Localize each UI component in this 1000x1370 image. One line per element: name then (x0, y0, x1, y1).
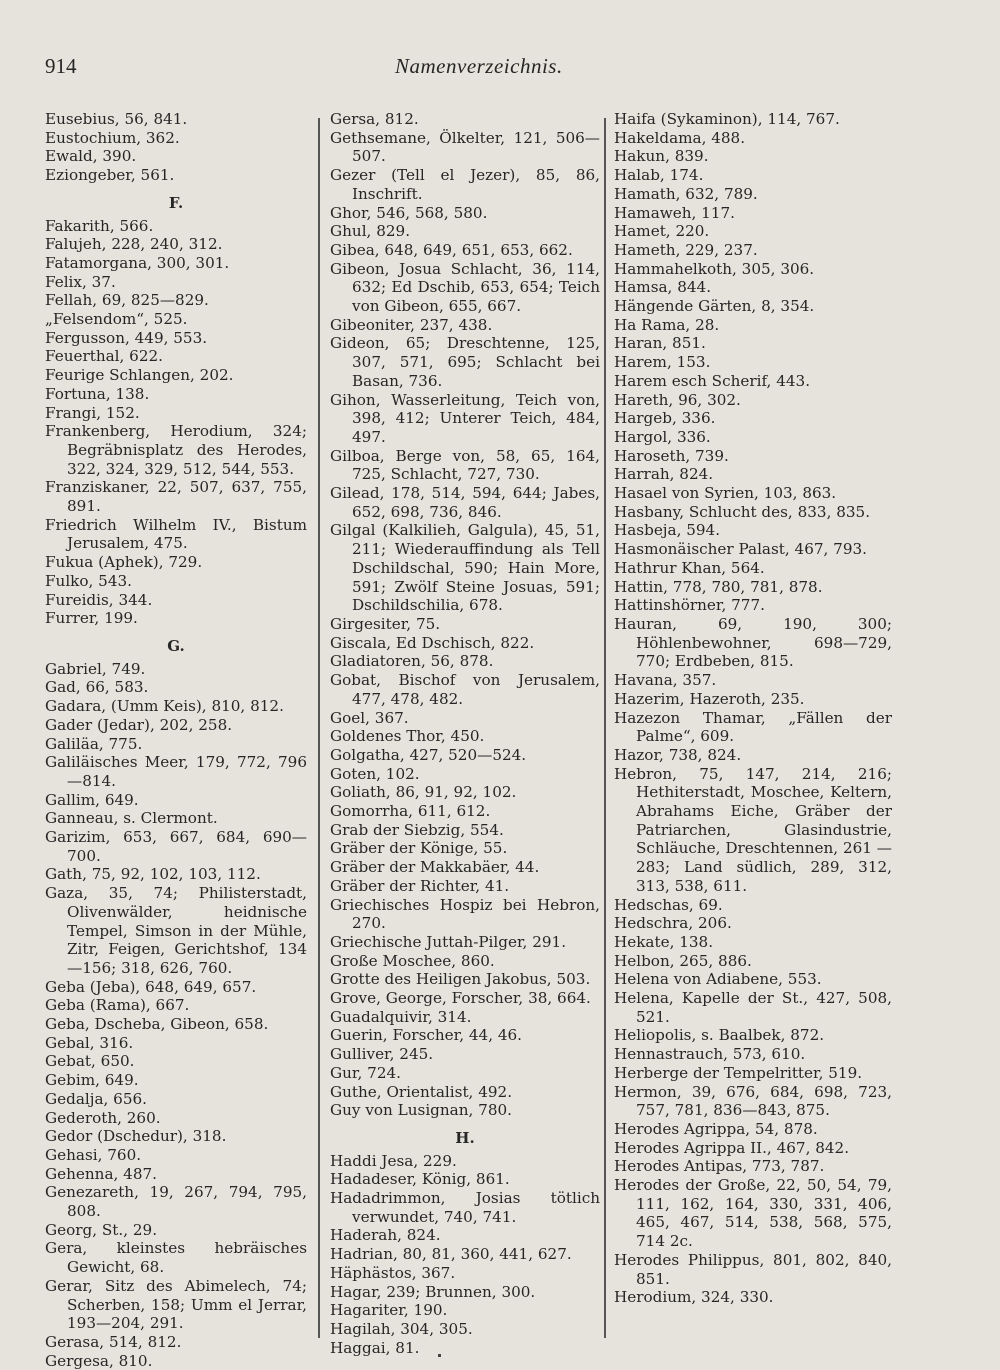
index-entry: Galiläisches Meer, 179, 772, 796 —814. (45, 753, 307, 790)
index-entry: Grove, George, Forscher, 38, 664. (330, 989, 591, 1008)
index-entry: Helena von Adiabene, 553. (614, 970, 822, 989)
index-entry: Herodes Agrippa, 54, 878. (614, 1119, 818, 1138)
index-entry: Fergusson, 449, 553. (45, 328, 208, 347)
index-entry: Fureidis, 344. (45, 590, 153, 609)
running-title: Namenverzeichnis. (395, 54, 563, 78)
index-entry: Griechisches Hospiz bei Hebron, 270. (330, 895, 600, 933)
index-entry: Galiläa, 775. (45, 734, 143, 753)
index-entry: Hareth, 96, 302. (614, 390, 741, 409)
index-entry: Gerar, Sitz des Abimelech, 74; Scherben, 158; Umm el Jerrar, 193—204, 291. (45, 1276, 307, 1333)
index-entry: Herodes Agrippa II., 467, 842. (614, 1138, 850, 1157)
index-entry: Gedalja, 656. (45, 1089, 147, 1108)
index-entry: Frangi, 152. (45, 403, 140, 422)
index-entry: Ghor, 546, 568, 580. (330, 203, 488, 222)
index-entry: Geba, Dscheba, Gibeon, 658. (45, 1015, 269, 1034)
index-entry: Hennastrauch, 573, 610. (614, 1045, 806, 1064)
index-entry: Gobat, Bischof von Jerusalem, 477, 478, 482. (330, 671, 600, 708)
index-entry: Hattin, 778, 780, 781, 878. (614, 577, 823, 596)
index-entry: Herodium, 324, 330. (614, 1288, 774, 1307)
index-entry: Giscala, Ed Dschisch, 822. (330, 633, 535, 652)
index-entry: Griechische Juttah-Pilger, 291. (330, 932, 567, 951)
index-entry: Fukua (Aphek), 729. (45, 553, 203, 572)
index-entry: Ghul, 829. (330, 222, 411, 241)
index-entry: Helbon, 265, 886. (614, 951, 752, 970)
index-column-1 (45, 110, 307, 1370)
index-entry: Haroseth, 739. (614, 446, 729, 465)
print-mark (438, 1354, 441, 1357)
index-entry: Franziskaner, 22, 507, 637, 755, 891. (45, 478, 307, 516)
page-number: 914 (45, 54, 77, 78)
index-entry: Guadalquivir, 314. (330, 1007, 472, 1026)
index-entry: Gath, 75, 92, 102, 103, 112. (45, 865, 261, 884)
index-entry: Goliath, 86, 91, 92, 102. (330, 783, 517, 802)
index-entry: Fakarith, 566. (45, 216, 154, 235)
index-entry: Gibeoniter, 237, 438. (330, 315, 493, 334)
index-entry: Harem, 153. (614, 353, 711, 372)
index-column-2 (330, 110, 600, 1357)
index-entry: Hagar, 239; Brunnen, 300. (330, 1282, 536, 1301)
index-entry: Havana, 357. (614, 671, 717, 690)
index-entry: Hebron, 75, 147, 214, 216; Hethiterstadt, Moschee, Keltern, Abrahams Eiche, Gräber der Patriarchen, Glasindustrie, Schläuche, Dreschtennen, 261 —283; Land südlich, 289, 312, 313, 538, 611. (614, 764, 892, 895)
page-header (0, 54, 1000, 94)
index-entry: Gethsemane, Ölkelter, 121, 506—507. (330, 128, 600, 166)
index-entry: Hargeb, 336. (614, 409, 716, 428)
index-entry: Guthe, Orientalist, 492. (330, 1082, 513, 1101)
index-entry: Haggai, 81. (330, 1338, 420, 1357)
index-entry: Hekate, 138. (614, 932, 714, 951)
index-entry: „Felsendom“, 525. (45, 310, 188, 329)
index-entry: Gera, kleinstes hebräisches Gewicht, 68. (45, 1239, 307, 1277)
index-entry: Gallim, 649. (45, 790, 139, 809)
index-entry: Gedor (Dschedur), 318. (45, 1127, 227, 1146)
index-entry: Hazor, 738, 824. (614, 745, 742, 764)
column-divider (318, 118, 320, 1338)
index-entry: Gräber der Richter, 41. (330, 876, 510, 895)
index-entry: Helena, Kapelle der St., 427, 508, 521. (614, 989, 892, 1026)
index-entry: Gilead, 178, 514, 594, 644; Jabes, 652, 698, 736, 846. (330, 484, 600, 521)
index-entry: Gezer (Tell el Jezer), 85, 86, Inschrift. (330, 166, 600, 203)
index-entry: Hattinshörner, 777. (614, 596, 765, 615)
index-entry: Fatamorgana, 300, 301. (45, 253, 230, 272)
index-entry: Gibea, 648, 649, 651, 653, 662. (330, 240, 573, 259)
index-entry: Guerin, Forscher, 44, 46. (330, 1026, 523, 1045)
index-entry: Hasbany, Schlucht des, 833, 835. (614, 502, 871, 521)
index-entry: Eustochium, 362. (45, 128, 180, 147)
index-entry: Ha Rama, 28. (614, 315, 720, 334)
index-entry: Hedschas, 69. (614, 895, 723, 914)
index-entry: Haderah, 824. (330, 1226, 441, 1245)
index-entry: Ewald, 390. (45, 147, 137, 166)
index-entry: Gader (Jedar), 202, 258. (45, 715, 233, 734)
index-entry: Gur, 724. (330, 1063, 401, 1082)
index-entry: Gersa, 812. (330, 110, 419, 128)
index-entry: Gabriel, 749. (45, 659, 146, 678)
index-entry: Goten, 102. (330, 764, 420, 783)
index-entry: Eusebius, 56, 841. (45, 110, 188, 128)
index-entry: Hamath, 632, 789. (614, 184, 758, 203)
index-entry: Hadrian, 80, 81, 360, 441, 627. (330, 1245, 572, 1264)
index-entry: Gehenna, 487. (45, 1164, 157, 1183)
index-entry: Georg, St., 29. (45, 1220, 158, 1239)
index-entry: Gad, 66, 583. (45, 678, 149, 697)
index-entry: Gilboa, Berge von, 58, 65, 164, 725, Schlacht, 727, 730. (330, 446, 600, 484)
index-entry: Gilgal (Kalkilieh, Galgula), 45, 51, 211; Wiederauffindung als Tell Dschildschal, 590; Hain More, 591; Zwölf Steine Josuas, 591; Dschildschilia, 678. (330, 521, 600, 615)
index-entry: Hamet, 220. (614, 222, 710, 241)
index-entry: Hadadeser, König, 861. (330, 1170, 510, 1189)
index-entry: Harrah, 824. (614, 465, 714, 484)
index-entry: Gomorrha, 611, 612. (330, 802, 491, 821)
index-entry: Grab der Siebzig, 554. (330, 820, 504, 839)
index-entry: Gebat, 650. (45, 1052, 135, 1071)
index-entry: Häphästos, 367. (330, 1263, 456, 1282)
index-entry: Guy von Lusignan, 780. (330, 1101, 512, 1120)
index-entry: Felix, 37. (45, 272, 116, 291)
index-entry: Haddi Jesa, 229. (330, 1151, 457, 1170)
index-entry: Hathrur Khan, 564. (614, 558, 765, 577)
index-entry: Gehasi, 760. (45, 1145, 142, 1164)
index-entry: Haifa (Sykaminon), 114, 767. (614, 110, 840, 128)
index-entry: Hargol, 336. (614, 427, 711, 446)
index-entry: Genezareth, 19, 267, 794, 795, 808. (45, 1183, 307, 1221)
index-entry: Gerasa, 514, 812. (45, 1333, 182, 1351)
index-entry: Goel, 367. (330, 708, 409, 727)
index-entry: Fulko, 543. (45, 571, 132, 590)
index-entry: Grotte des Heiligen Jakobus, 503. (330, 970, 591, 989)
index-entry: Gräber der Könige, 55. (330, 839, 508, 858)
section-letter-heading: H. (455, 1128, 475, 1147)
index-entry: Hasbeja, 594. (614, 521, 721, 540)
index-column-3 (614, 110, 892, 1307)
index-entry: Friedrich Wilhelm IV., Bistum Jerusalem, 475. (45, 515, 307, 553)
index-entry: Herberge der Tempelritter, 519. (614, 1063, 863, 1082)
index-entry: Hakeldama, 488. (614, 128, 746, 147)
index-entry: Hängende Gärten, 8, 354. (614, 297, 815, 316)
index-entry: Hauran, 69, 190, 300; Höhlenbewohner, 698—729, 770; Erdbeben, 815. (614, 614, 892, 671)
index-entry: Garizim, 653, 667, 684, 690—700. (45, 828, 307, 865)
index-entry: Eziongeber, 561. (45, 166, 175, 185)
index-entry: Hazerim, Hazeroth, 235. (614, 689, 805, 708)
index-entry: Falujeh, 228, 240, 312. (45, 235, 223, 254)
index-entry: Fellah, 69, 825—829. (45, 291, 209, 310)
index-entry: Feurige Schlangen, 202. (45, 366, 234, 385)
index-entry: Geba (Jeba), 648, 649, 657. (45, 977, 257, 996)
index-entry: Herodes Philippus, 801, 802, 840, 851. (614, 1250, 892, 1288)
index-entry: Golgatha, 427, 520—524. (330, 745, 527, 764)
index-entry: Frankenberg, Herodium, 324; Begräbnisplatz des Herodes, 322, 324, 329, 512, 544, 553. (45, 422, 307, 478)
section-letter-heading: F. (168, 193, 184, 212)
index-entry: Gibeon, Josua Schlacht, 36, 114, 632; Ed Dschib, 653, 654; Teich von Gibeon, 655, 667. (330, 259, 600, 316)
index-entry: Hagilah, 304, 305. (330, 1320, 473, 1338)
index-entry: Harem esch Scherif, 443. (614, 371, 811, 390)
index-entry: Heliopolis, s. Baalbek, 872. (614, 1026, 825, 1045)
index-entry: Herodes der Große, 22, 50, 54, 79, 111, 162, 164, 330, 331, 406, 465, 467, 514, 538, 568, 575, 714 2c. (614, 1176, 892, 1251)
index-entry: Girgesiter, 75. (330, 614, 441, 633)
index-entry: Hasael von Syrien, 103, 863. (614, 484, 837, 503)
index-entry: Hammahelkoth, 305, 306. (614, 259, 815, 278)
index-entry: Gebim, 649. (45, 1071, 139, 1090)
index-entry: Gladiatoren, 56, 878. (330, 652, 494, 671)
index-entry: Gideon, 65; Dreschtenne, 125, 307, 571, 695; Schlacht bei Basan, 736. (330, 334, 600, 390)
index-entry: Haran, 851. (614, 334, 706, 353)
index-entry: Gihon, Wasserleitung, Teich von, 398, 412; Unterer Teich, 484, 497. (330, 390, 600, 446)
column-divider (604, 118, 606, 1338)
index-entry: Gadara, (Umm Keis), 810, 812. (45, 697, 284, 716)
index-entry: Gebal, 316. (45, 1033, 134, 1052)
index-entry: Herodes Antipas, 773, 787. (614, 1157, 825, 1176)
index-entry: Fortuna, 138. (45, 384, 150, 403)
index-entry: Hadadrimmon, Josias tötlich verwundet, 740, 741. (330, 1189, 600, 1226)
index-entry: Hasmonäischer Palast, 467, 793. (614, 540, 868, 559)
index-entry: Hakun, 839. (614, 147, 709, 166)
index-entry: Gederoth, 260. (45, 1108, 161, 1127)
index-entry: Hagariter, 190. (330, 1301, 448, 1320)
index-entry: Gaza, 35, 74; Philisterstadt, Olivenwälder, heidnische Tempel, Simson in der Mühle, Zitr, Feigen, Gerichtshof, 134—156; 318, 626, 760. (45, 884, 307, 977)
index-entry: Hamaweh, 117. (614, 203, 735, 222)
index-entry: Hazezon Thamar, „Fällen der Palme“, 609. (614, 708, 892, 746)
index-entry: Gräber der Makkabäer, 44. (330, 858, 540, 877)
index-entry: Furrer, 199. (45, 609, 138, 628)
index-entry: Hamsa, 844. (614, 278, 712, 297)
section-letter-heading: G. (167, 636, 185, 655)
index-entry: Ganneau, s. Clermont. (45, 809, 218, 828)
index-entry: Hameth, 229, 237. (614, 240, 758, 259)
index-entry: Goldenes Thor, 450. (330, 727, 485, 746)
index-entry: Große Moschee, 860. (330, 951, 495, 970)
index-entry: Halab, 174. (614, 166, 704, 185)
index-entry: Feuerthal, 622. (45, 347, 163, 366)
index-entry: Gulliver, 245. (330, 1045, 434, 1064)
index-entry: Gergesa, 810. (45, 1351, 153, 1370)
index-entry: Hedschra, 206. (614, 914, 732, 933)
index-entry: Hermon, 39, 676, 684, 698, 723, 757, 781, 836—843, 875. (614, 1082, 892, 1120)
index-entry: Geba (Rama), 667. (45, 996, 190, 1015)
